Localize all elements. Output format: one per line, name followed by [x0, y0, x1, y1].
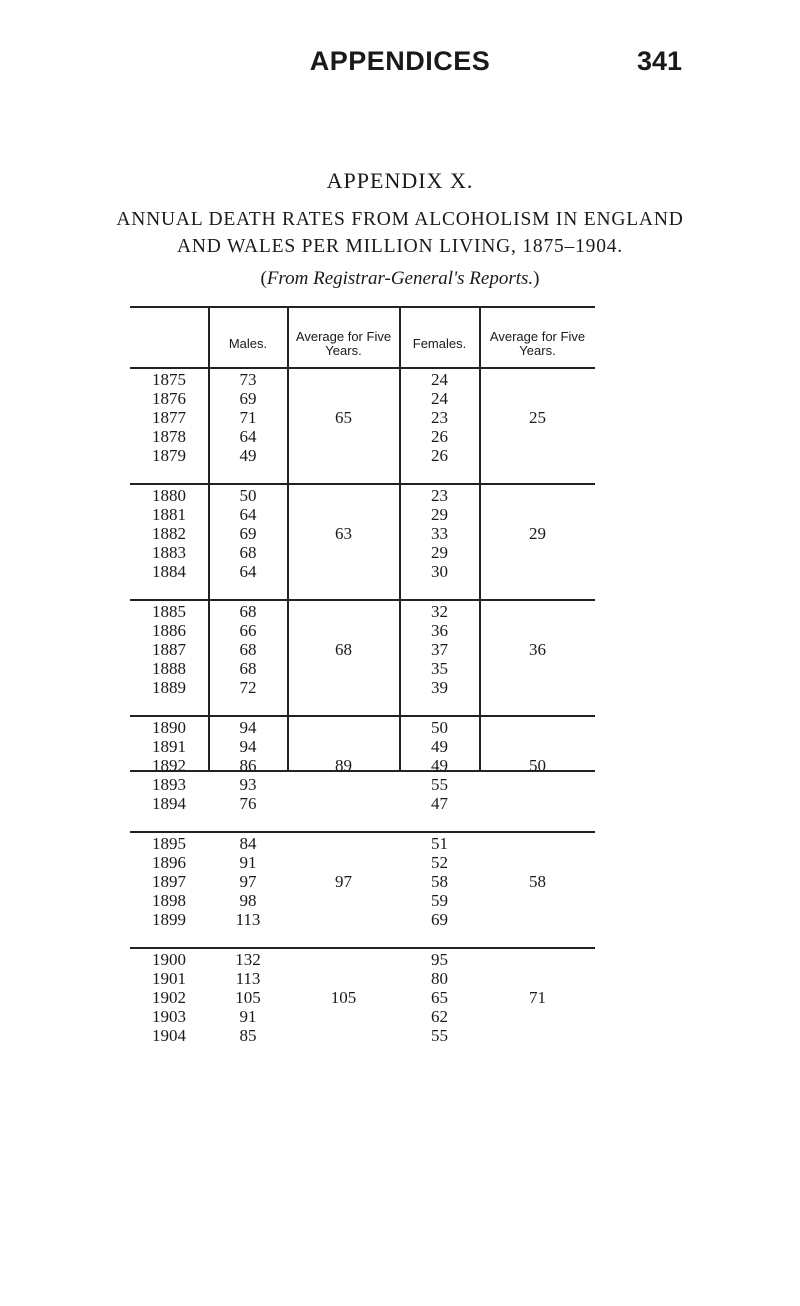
group-separator	[130, 831, 595, 833]
males-five-year-average: 89	[335, 756, 352, 775]
females-cell: 29	[431, 505, 448, 524]
year-cell: 1904	[152, 1026, 186, 1045]
year-column	[130, 718, 208, 813]
males-five-year-average: 105	[330, 988, 357, 1007]
males-column	[209, 486, 287, 581]
females-five-year-average: 58	[529, 872, 546, 891]
females-cell: 39	[431, 678, 448, 697]
females-cell: 36	[431, 621, 448, 640]
females-five-year-average: 50	[529, 756, 546, 775]
females-cell: 24	[431, 389, 448, 408]
year-cell: 1888	[152, 659, 186, 678]
males-cell: 69	[239, 524, 257, 543]
males-cell: 105	[235, 988, 261, 1007]
year-cell: 1891	[152, 737, 186, 756]
year-cell: 1886	[152, 621, 186, 640]
males-cell: 68	[239, 543, 257, 562]
males-cell: 64	[239, 562, 257, 581]
source-close-paren: )	[533, 268, 540, 289]
year-cell: 1895	[152, 834, 186, 853]
females-cell: 47	[431, 794, 448, 813]
year-cell: 1889	[152, 678, 186, 697]
header-females: Females.	[412, 336, 467, 351]
males-cell: 113	[235, 910, 261, 929]
females-cell: 52	[431, 853, 448, 872]
running-title: APPENDICES	[309, 46, 491, 76]
year-cell: 1883	[152, 543, 186, 562]
year-column	[130, 834, 208, 929]
females-cell: 58	[431, 872, 448, 891]
year-cell: 1878	[152, 427, 186, 446]
header-year	[130, 322, 208, 366]
year-cell: 1900	[152, 950, 186, 969]
females-five-year-average: 36	[529, 640, 546, 659]
males-cell: 49	[239, 446, 257, 465]
table-top-rule	[130, 306, 595, 308]
females-cell: 23	[431, 486, 448, 505]
year-cell: 1877	[152, 408, 186, 427]
females-cell: 49	[431, 756, 448, 775]
year-cell: 1901	[152, 969, 186, 988]
group-separator	[130, 599, 595, 601]
year-cell: 1903	[152, 1007, 186, 1026]
males-cell: 86	[239, 756, 257, 775]
males-cell: 64	[239, 427, 257, 446]
males-cell: 68	[239, 659, 257, 678]
females-cell: 50	[431, 718, 448, 737]
year-cell: 1894	[152, 794, 186, 813]
females-cell: 29	[431, 543, 448, 562]
females-cell: 23	[431, 408, 448, 427]
females-five-year-average: 71	[529, 988, 546, 1007]
table-title-line-2: AND WALES PER MILLION LIVING, 1875–1904.	[177, 236, 623, 257]
females-cell: 95	[431, 950, 448, 969]
source-text: From Registrar-General's Reports.	[266, 268, 534, 289]
males-column	[209, 718, 287, 813]
males-cell: 93	[239, 775, 257, 794]
group-separator	[130, 715, 595, 717]
females-cell: 26	[431, 427, 448, 446]
males-cell: 72	[239, 678, 257, 697]
females-cell: 55	[431, 775, 448, 794]
year-cell: 1881	[152, 505, 186, 524]
year-cell: 1885	[152, 602, 186, 621]
females-cell: 62	[431, 1007, 448, 1026]
source-open-paren: (	[260, 268, 267, 289]
females-cell: 80	[431, 969, 448, 988]
females-cell: 51	[431, 834, 448, 853]
males-cell: 68	[239, 602, 257, 621]
year-cell: 1899	[152, 910, 186, 929]
males-cell: 66	[239, 621, 257, 640]
year-cell: 1902	[152, 988, 186, 1007]
males-cell: 84	[239, 834, 257, 853]
males-cell: 98	[239, 891, 257, 910]
year-cell: 1898	[152, 891, 186, 910]
males-cell: 71	[239, 408, 257, 427]
females-column	[400, 950, 479, 1045]
males-cell: 76	[239, 794, 257, 813]
males-cell: 68	[239, 640, 257, 659]
males-cell: 113	[235, 969, 261, 988]
females-column	[400, 718, 479, 813]
females-cell: 69	[431, 910, 448, 929]
year-cell: 1880	[152, 486, 186, 505]
males-column	[209, 370, 287, 465]
year-column	[130, 950, 208, 1045]
header-average-males: Average for Five Years.	[295, 329, 392, 358]
females-cell: 26	[431, 446, 448, 465]
header-males: Males.	[228, 336, 268, 351]
page-number: 341	[636, 46, 682, 76]
year-cell: 1875	[152, 370, 186, 389]
males-column	[209, 602, 287, 697]
year-column	[130, 602, 208, 697]
males-five-year-average: 63	[335, 524, 352, 543]
males-five-year-average: 97	[335, 872, 352, 891]
males-cell: 50	[239, 486, 257, 505]
year-cell: 1882	[152, 524, 186, 543]
year-cell: 1897	[152, 872, 186, 891]
females-cell: 49	[431, 737, 448, 756]
males-cell: 94	[239, 737, 257, 756]
year-cell: 1890	[152, 718, 186, 737]
table-title	[0, 206, 800, 260]
males-cell: 97	[239, 872, 257, 891]
header-average-females: Average for Five Years.	[489, 329, 586, 358]
females-cell: 35	[431, 659, 448, 678]
table-title-line-1: ANNUAL DEATH RATES FROM ALCOHOLISM IN ENGLAND	[116, 209, 684, 230]
females-cell: 59	[431, 891, 448, 910]
year-cell: 1876	[152, 389, 186, 408]
males-cell: 73	[239, 370, 257, 389]
females-cell: 24	[431, 370, 448, 389]
males-cell: 85	[239, 1026, 257, 1045]
group-separator	[130, 947, 595, 949]
females-cell: 33	[431, 524, 448, 543]
year-cell: 1896	[152, 853, 186, 872]
year-cell: 1887	[152, 640, 186, 659]
females-column	[400, 602, 479, 697]
year-cell: 1893	[152, 775, 186, 794]
males-column	[209, 834, 287, 929]
males-five-year-average: 68	[335, 640, 352, 659]
males-five-year-average: 65	[335, 408, 352, 427]
year-column	[130, 370, 208, 465]
females-column	[400, 486, 479, 581]
appendix-heading: APPENDIX X.	[326, 168, 474, 193]
year-cell: 1879	[152, 446, 186, 465]
group-separator	[130, 483, 595, 485]
males-cell: 69	[239, 389, 257, 408]
females-cell: 30	[431, 562, 448, 581]
females-five-year-average: 29	[529, 524, 546, 543]
males-cell: 94	[239, 718, 257, 737]
year-cell: 1892	[152, 756, 186, 775]
group-separator	[130, 367, 595, 369]
females-cell: 55	[431, 1026, 448, 1045]
females-cell: 65	[431, 988, 448, 1007]
females-five-year-average: 25	[529, 408, 546, 427]
year-column	[130, 486, 208, 581]
males-column	[209, 950, 287, 1045]
males-cell: 91	[239, 1007, 257, 1026]
females-cell: 32	[431, 602, 448, 621]
males-cell: 64	[239, 505, 257, 524]
males-cell: 132	[235, 950, 261, 969]
year-cell: 1884	[152, 562, 186, 581]
running-head	[0, 44, 800, 84]
females-column	[400, 834, 479, 929]
females-cell: 37	[431, 640, 448, 659]
females-column	[400, 370, 479, 465]
source-note	[0, 268, 800, 290]
males-cell: 91	[239, 853, 257, 872]
